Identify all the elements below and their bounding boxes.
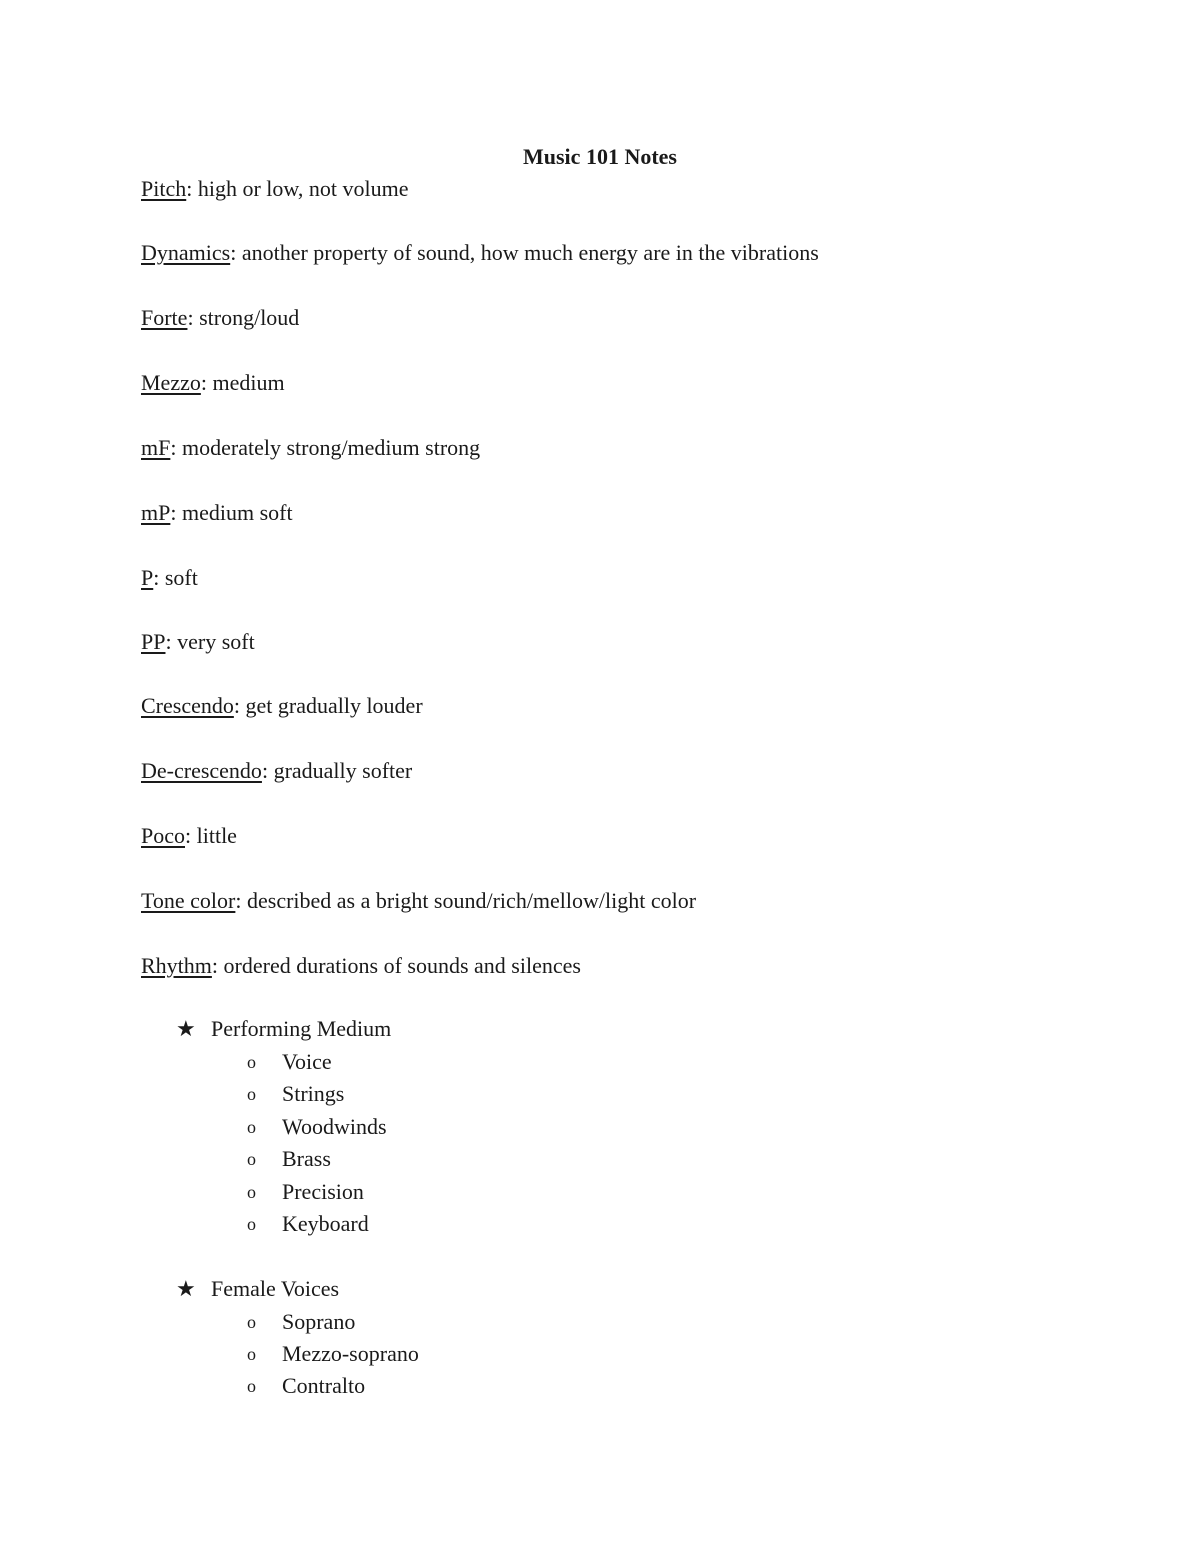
definition-separator: : <box>200 370 207 395</box>
definition-separator: : <box>170 500 177 525</box>
definition-term: mP <box>141 500 171 525</box>
definition-separator: : <box>153 565 160 590</box>
circle-bullet-icon: o <box>247 1052 256 1072</box>
list-item: Woodwinds <box>282 1114 387 1139</box>
circle-bullet-icon: o <box>247 1312 256 1332</box>
star-bullet-icon: ★ <box>176 1016 196 1041</box>
definition-row <box>141 692 423 720</box>
list-item: Voice <box>282 1049 332 1074</box>
page-title: Music 101 Notes <box>523 144 677 169</box>
list-heading: Female Voices <box>211 1276 340 1301</box>
definition-text: medium <box>206 370 285 395</box>
circle-bullet-icon: o <box>247 1344 256 1364</box>
definition-text: moderately strong/medium strong <box>176 435 481 460</box>
definition-row <box>141 564 198 592</box>
definition-term: mF <box>141 435 171 460</box>
circle-bullet-icon: o <box>247 1149 256 1169</box>
definition-term: Crescendo <box>141 693 234 718</box>
definition-term: Rhythm <box>141 953 212 978</box>
circle-bullet-icon: o <box>247 1214 256 1234</box>
definition-term: Tone color <box>141 888 236 913</box>
definition-text: little <box>191 823 237 848</box>
circle-bullet-icon: o <box>247 1117 256 1137</box>
definition-separator: : <box>211 953 219 978</box>
definition-row <box>141 822 237 850</box>
definition-term: Dynamics <box>141 240 231 265</box>
definition-term: PP <box>141 629 166 654</box>
circle-bullet-icon: o <box>247 1182 256 1202</box>
definition-row <box>141 628 255 656</box>
circle-bullet-icon: o <box>247 1084 256 1104</box>
list-item: Keyboard <box>282 1211 369 1236</box>
definition-row <box>141 952 581 980</box>
definition-text: ordered durations of sounds and silences <box>218 953 581 978</box>
definition-text: strong/loud <box>193 305 300 330</box>
star-bullet-icon: ★ <box>176 1276 196 1301</box>
definition-term: Mezzo <box>141 370 201 395</box>
definition-text: get gradually louder <box>239 693 423 718</box>
definition-text: gradually softer <box>268 758 413 783</box>
definition-separator: : <box>170 435 177 460</box>
definition-text: high or low, not volume <box>192 176 409 201</box>
definition-separator: : <box>186 176 193 201</box>
definition-row <box>141 239 819 267</box>
definition-row <box>141 369 285 397</box>
definition-row <box>141 434 480 462</box>
definition-separator: : <box>261 758 269 783</box>
definition-row <box>141 757 412 785</box>
definition-term: Forte <box>141 305 188 330</box>
definition-separator: : <box>233 693 240 718</box>
definition-text: soft <box>159 565 198 590</box>
definition-separator: : <box>165 629 172 654</box>
definition-row <box>141 499 293 527</box>
list-item: Brass <box>282 1146 331 1171</box>
definition-text: another property of sound, how much energy are in the vibrations <box>236 240 819 265</box>
definition-row <box>141 175 408 203</box>
list-item: Soprano <box>282 1309 356 1334</box>
definition-separator: : <box>230 240 237 265</box>
definition-term: De-crescendo <box>141 758 262 783</box>
definition-separator: : <box>235 888 242 913</box>
list-item: Mezzo-soprano <box>282 1341 419 1366</box>
list-heading: Performing Medium <box>211 1016 392 1041</box>
definition-term: P <box>141 565 154 590</box>
list-item: Contralto <box>282 1373 366 1398</box>
definition-text: described as a bright sound/rich/mellow/light color <box>241 888 697 913</box>
definition-text: medium soft <box>176 500 293 525</box>
list-item: Precision <box>282 1179 364 1204</box>
definition-term: Pitch <box>141 176 187 201</box>
definition-row <box>141 304 299 332</box>
definition-separator: : <box>185 823 192 848</box>
circle-bullet-icon: o <box>247 1376 256 1396</box>
definition-term: Poco <box>141 823 185 848</box>
list-item: Strings <box>282 1081 345 1106</box>
definition-separator: : <box>187 305 194 330</box>
definition-text: very soft <box>171 629 255 654</box>
definition-row <box>141 887 696 915</box>
